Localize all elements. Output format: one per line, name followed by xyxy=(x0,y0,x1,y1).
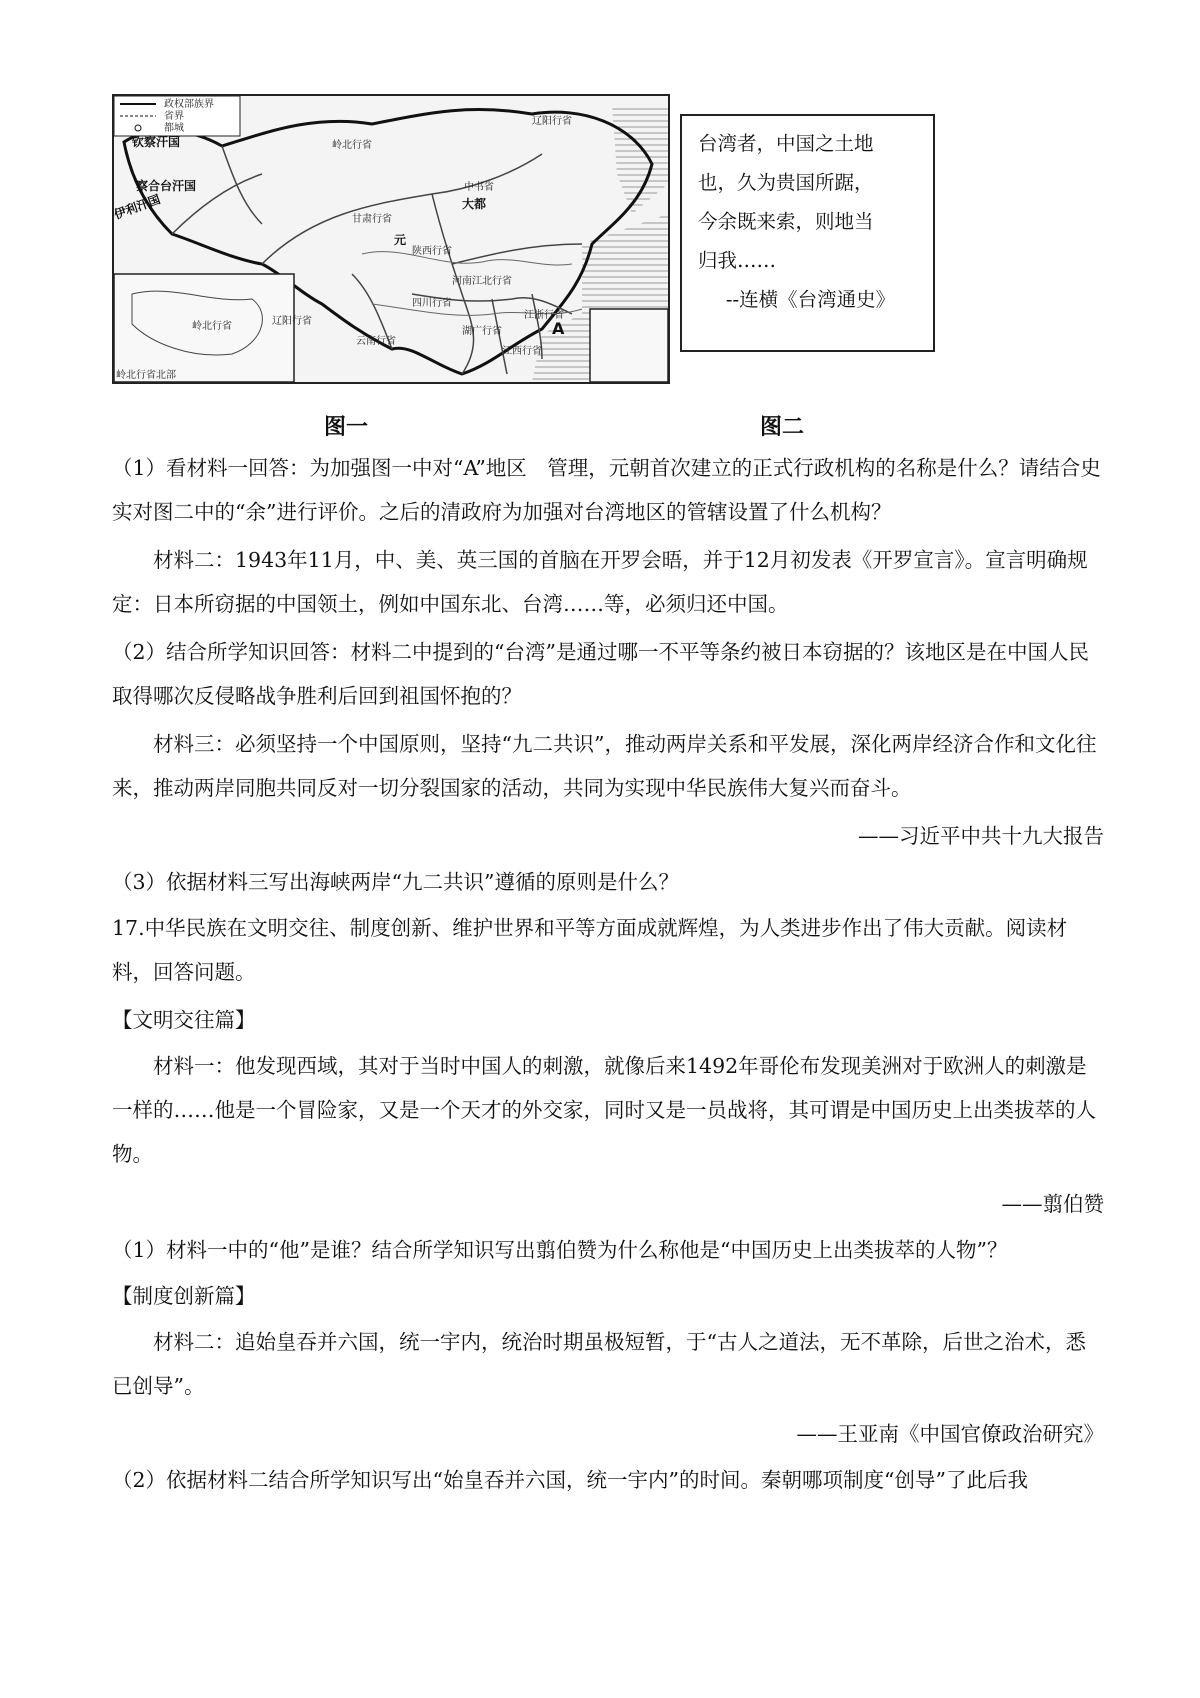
map-label-yuan: 元 xyxy=(394,233,407,247)
figure2-caption: 图二 xyxy=(760,415,805,440)
legend-capital-label: 都城 xyxy=(164,123,184,134)
map-label-dadu: 大都 xyxy=(462,197,487,211)
section-civilization-exchange: 【文明交往篇】 xyxy=(112,1008,256,1032)
map-label-lingbei: 岭北行省 xyxy=(332,140,372,151)
map-label-area-a: A xyxy=(552,319,565,338)
inset-label-liaoyang: 辽阳行省 xyxy=(272,316,312,327)
question-17-2: （2）依据材料二结合所学知识写出“始皇吞并六国，统一宇内”的时间。秦朝哪项制度“创导”了此后我 xyxy=(112,1468,1028,1492)
map-label-chagatai: 察合台汗国 xyxy=(136,179,197,193)
yuan-map-image xyxy=(112,94,670,384)
map-label-huguang: 湖广行省 xyxy=(462,326,502,337)
inset-label-lingbei: 岭北行省 xyxy=(192,321,232,332)
map-label-henan: 河南江北行省 xyxy=(452,276,512,287)
question-16-1: （1）看材料一回答：为加强图一中对“A”地区 管理，元朝首次建立的正式行政机构的名称是什么？请结合史实对图二中的“余”进行评价。之后的清政府为加强对台湾地区的管辖设置了什么机构？ xyxy=(112,456,1101,524)
material-17-2-source: ——王亚南《中国官僚政治研究》 xyxy=(796,1422,1104,1446)
question-17-intro: 17.中华民族在文明交往、制度创新、维护世界和平等方面成就辉煌，为人类进步作出了伟大贡献。阅读材料，回答问题。 xyxy=(112,916,1068,984)
question-16-2: （2）结合所学知识回答：材料二中提到的“台湾”是通过哪一不平等条约被日本窃据的？该地区是在中国人民取得哪次反侵略战争胜利后回到祖国怀抱的？ xyxy=(112,640,1090,708)
map-label-ilkhanate: 伊利汗国 xyxy=(112,192,163,222)
figure1-caption: 图一 xyxy=(324,415,369,440)
quote-line: 台湾者，中国之土地 xyxy=(698,132,874,155)
material-3-source: ——习近平中共十九大报告 xyxy=(858,824,1104,848)
question-17-1: （1）材料一中的“他”是谁？结合所学知识写出翦伯赞为什么称他是“中国历史上出类拔萃的人物”？ xyxy=(112,1238,1008,1262)
figure2-quote-box xyxy=(680,114,935,352)
material-2: 材料二：1943年11月，中、美、英三国的首脑在开罗会晤，并于12月初发表《开罗宣言》。宣言明确规定：日本所窃据的中国领土，例如中国东北、台湾……等，必须归还中国。 xyxy=(112,548,1088,616)
section-system-innovation: 【制度创新篇】 xyxy=(112,1284,256,1308)
question-16-3: （3）依据材料三写出海峡两岸“九二共识”遵循的原则是什么？ xyxy=(112,870,680,894)
legend-border-label: 政权部族界 xyxy=(164,99,214,110)
quote-line: 今余既来索，则地当 xyxy=(698,210,874,233)
map-label-yunnan: 云南行省 xyxy=(356,336,396,347)
material-17-1: 材料一：他发现西域，其对于当时中国人的刺激，就像后来1492年哥伦布发现美洲对于欧洲人的刺激是一样的……他是一个冒险家，又是一个天才的外交家，同时又是一员战将，其可谓是中国历史上出类拔萃的人物。 xyxy=(112,1054,1096,1166)
quote-line: 归我…… xyxy=(698,249,777,272)
map-label-zhongshu: 中书省 xyxy=(464,182,494,193)
map-label-jiangzhe: 江浙行省 xyxy=(524,310,564,321)
map-label-gansu: 甘肃行省 xyxy=(352,214,392,225)
map-label-kipchak: 钦察汗国 xyxy=(132,135,181,149)
material-3: 材料三：必须坚持一个中国原则，坚持“九二共识”，推动两岸关系和平发展，深化两岸经济合作和文化往来，推动两岸同胞共同反对一切分裂国家的活动，共同为实现中华民族伟大复兴而奋斗。 xyxy=(112,732,1097,800)
quote-source: --连横《台湾通史》 xyxy=(725,288,896,311)
map-label-jiangxi: 江西行省 xyxy=(502,346,542,357)
map-label-liaoyang: 辽阳行省 xyxy=(532,116,572,127)
material-17-1-source: ——翦伯赞 xyxy=(1001,1192,1104,1216)
map-label-shaanxi: 陕西行省 xyxy=(412,246,452,257)
legend-province-label: 省界 xyxy=(164,111,184,122)
inset-label-lingbei-north: 岭北行省北部 xyxy=(116,370,176,381)
map-label-sichuan: 四川行省 xyxy=(412,298,452,309)
quote-line: 也，久为贵国所踞， xyxy=(698,171,874,194)
material-17-2: 材料二：追始皇吞并六国，统一宇内，统治时期虽极短暂，于“古人之道法，无不革除，后世之治术，悉已创导”。 xyxy=(112,1330,1086,1398)
figure1-map xyxy=(112,94,670,384)
